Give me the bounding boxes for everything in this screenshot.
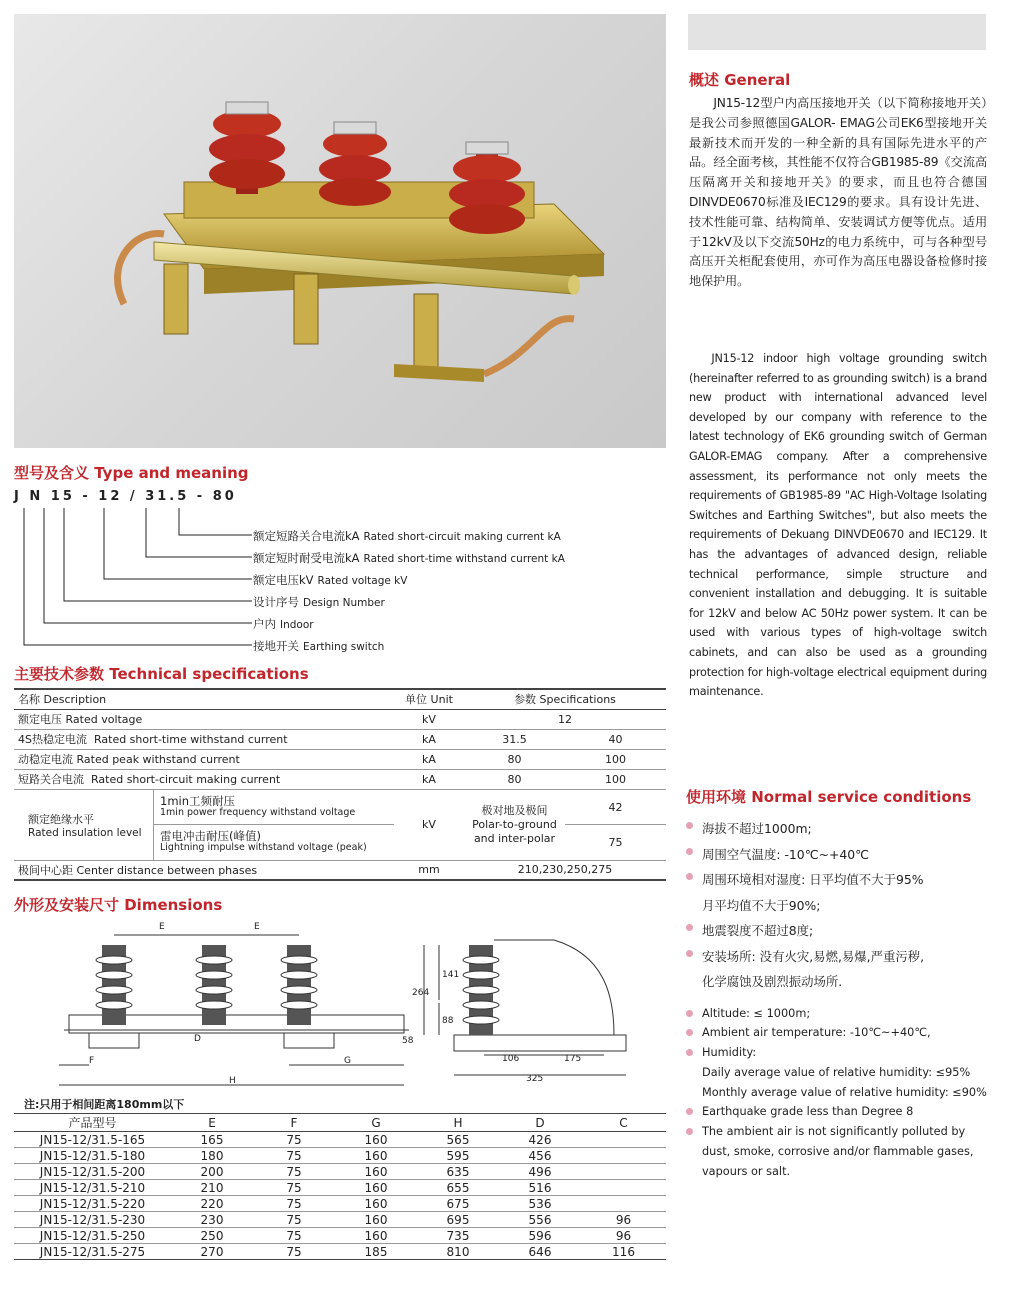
- dim-label-325: 325: [526, 1074, 544, 1084]
- spec-row-rated-voltage: [14, 709, 666, 729]
- dim-label-106: 106: [502, 1054, 520, 1064]
- dimensions-note: 注:只用于相间距离180mm以下: [24, 1098, 185, 1111]
- dim-label-e2: E: [254, 922, 260, 932]
- service-zh-site: 安装场所: 没有火灾,易燃,易爆,严重污秽,: [686, 944, 996, 970]
- header-bar: [688, 14, 986, 50]
- dims-head: H: [417, 1114, 499, 1132]
- spec-table: [14, 688, 666, 881]
- spec-head-spec: 参数 Specifications: [464, 689, 666, 709]
- type-item-earthing-switch: 接地开关 Earthing switch: [253, 639, 385, 653]
- spec-unit: kA: [394, 729, 464, 749]
- dims-head: C: [581, 1114, 666, 1132]
- general-title: 概述 General: [689, 71, 791, 89]
- product-photo: [14, 14, 666, 448]
- spec-value: 42 75: [565, 789, 666, 860]
- dim-label-e1: E: [159, 922, 165, 932]
- service-zh-humidity: 周围环境相对湿度: 日平均值不大于95%: [686, 867, 996, 893]
- spec-value: 210,230,250,275: [464, 860, 666, 880]
- dim-label-175: 175: [564, 1054, 582, 1064]
- dims-head: F: [253, 1114, 335, 1132]
- dim-label-264: 264: [412, 988, 430, 998]
- service-conditions: [686, 816, 996, 1182]
- service-zh-site-cont: 化学腐蚀及剧烈振动场所.: [702, 974, 843, 989]
- spec-row-peak: [14, 749, 666, 769]
- spec-row-making: [14, 769, 666, 789]
- insulator-right: [449, 142, 525, 234]
- dim-label-d: D: [194, 1034, 201, 1044]
- spec-polar: 极对地及极间 Polar-to-ground and inter-polar: [464, 789, 565, 860]
- dims-row: JN15-12/31.5-210 210 75 160 655 516: [14, 1180, 666, 1196]
- dims-row: JN15-12/31.5-275 270 75 185 810 646 116: [14, 1244, 666, 1260]
- type-item-withstand-current: 额定短时耐受电流kA Rated short-time withstand current kA: [253, 551, 565, 565]
- service-en-humidity-daily: Daily average value of relative humidity: ≤95%: [702, 1065, 971, 1079]
- service-en-pollution: The ambient air is not significantly polluted by dust, smoke, corrosive and/or flammable gases, vapours or salt.: [686, 1122, 996, 1181]
- type-leader-lines: [14, 500, 259, 650]
- service-zh-earthquake: 地震裂度不超过8度;: [686, 918, 996, 944]
- dims-row: JN15-12/31.5-180 180 75 160 595 456: [14, 1148, 666, 1164]
- dimensions-title: 外形及安装尺寸 Dimensions: [14, 896, 223, 914]
- spec-unit: kV: [394, 709, 464, 729]
- service-en-humidity-monthly: Monthly average value of relative humidity: ≤90%: [702, 1085, 987, 1099]
- spec-row-withstand: [14, 729, 666, 749]
- spec-desc: 额定电压 Rated voltage: [14, 709, 394, 729]
- service-en-temperature: Ambient air temperature: -10℃~+40℃,: [686, 1023, 996, 1043]
- dim-label-141: 141: [442, 970, 460, 980]
- spec-header-row: [14, 689, 666, 709]
- dims-head: E: [171, 1114, 253, 1132]
- spec-head-desc: 名称 Description: [14, 689, 394, 709]
- spec-value: 12: [464, 709, 666, 729]
- service-en-humidity: Humidity:: [686, 1043, 996, 1063]
- spec-desc: 短路关合电流 Rated short-circuit making current: [14, 769, 394, 789]
- type-item-indoor: 户内 Indoor: [253, 617, 314, 631]
- spec-value: 100: [565, 749, 666, 769]
- dims-head: G: [335, 1114, 417, 1132]
- spec-unit: kV: [394, 789, 464, 860]
- type-meaning-title: 型号及含义 Type and meaning: [14, 464, 249, 482]
- spec-unit: kA: [394, 749, 464, 769]
- spec-value: 40: [565, 729, 666, 749]
- dim-label-g: G: [344, 1056, 351, 1066]
- service-en-earthquake: Earthquake grade less than Degree 8: [686, 1102, 996, 1122]
- dimension-drawing: [14, 915, 666, 1095]
- spec-desc: 额定绝缘水平 Rated insulation level 1min工频耐压 1min power frequency withstand voltage 雷电冲击耐压(峰值) Lightning impulse withstand voltage (peak): [14, 789, 394, 860]
- dims-row: JN15-12/31.5-200 200 75 160 635 496: [14, 1164, 666, 1180]
- tech-title: 主要技术参数 Technical specifications: [14, 665, 309, 683]
- spec-value: 80: [464, 769, 565, 789]
- spec-value: 100: [565, 769, 666, 789]
- dim-label-58: 58: [402, 1036, 414, 1046]
- dims-row: JN15-12/31.5-220 220 75 160 675 536: [14, 1196, 666, 1212]
- service-zh-altitude: 海拔不超过1000m;: [686, 816, 996, 842]
- spec-unit: kA: [394, 769, 464, 789]
- spec-value: 80: [464, 749, 565, 769]
- spec-row-center-distance: [14, 860, 666, 880]
- type-item-design-number: 设计序号 Design Number: [253, 595, 385, 609]
- dims-header-row: [14, 1114, 666, 1132]
- grounding-switch-illustration: [14, 14, 666, 448]
- spec-desc: 极间中心距 Center distance between phases: [14, 860, 394, 880]
- dim-label-88: 88: [442, 1016, 454, 1026]
- dim-label-h: H: [229, 1076, 236, 1086]
- general-text-en: JN15-12 indoor high voltage grounding switch (hereinafter referred to as grounding switch) is a brand new product with international advanced level developed by our company with reference to the latest technology of EK6 grounding switch of German GALOR-EMAG company. After a comprehensive assessment, its performance not only meets the requirements of GB1985-89 "AC High-Voltage Isolating Switches and Earthing Switches", but also meets the requirements of Dekuang DINVDE0670 and IEC129. It has the advantages of advanced design, reliable technical performance, simple structure and convenient installation and debugging. It is suitable for 12kV and below AC 50Hz power system. It can be used with various types of high-voltage switch cabinets, and can also be used as a grounding protection for high-voltage electrical equipment during maintenance.: [689, 352, 987, 699]
- dims-row: JN15-12/31.5-165 165 75 160 565 426: [14, 1132, 666, 1148]
- service-zh-temperature: 周围空气温度: -10℃~+40℃: [686, 842, 996, 868]
- dims-row: JN15-12/31.5-230 230 75 160 695 556 96: [14, 1212, 666, 1228]
- service-zh-humidity-monthly: 月平均值不大于90%;: [702, 897, 821, 913]
- spec-desc: 动稳定电流 Rated peak withstand current: [14, 749, 394, 769]
- service-en-altitude: Altitude: ≤ 1000m;: [686, 1004, 996, 1024]
- insulator-middle: [319, 122, 391, 206]
- spec-value: 31.5: [464, 729, 565, 749]
- dims-row: JN15-12/31.5-250 250 75 160 735 596 96: [14, 1228, 666, 1244]
- dimensions-table: [14, 1113, 666, 1260]
- spec-row-insulation: [14, 789, 666, 860]
- spec-unit: mm: [394, 860, 464, 880]
- general-text-zh: JN15-12型户内高压接地开关（以下简称接地开关）是我公司参照德国GALOR- EMAG公司EK6型接地开关最新技术而开发的一种全新的具有国际先进水平的产品。经全面考核，其性能不仅符合GB1985-89《交流高压隔离开关和接地开关》的要求，而且也符合德国DINVDE0670标准及IEC129的要求。具有设计先进、技术性能可靠、结构简单、安装调试方便等优点。适用于12kV及以下交流50Hz的电力系统中，可与各种型号高压开关柜配套使用，亦可作为高压电器设备检修时接地保护用。: [689, 96, 987, 289]
- spec-head-unit: 单位 Unit: [394, 689, 464, 709]
- insulator-left: [209, 102, 285, 194]
- spec-desc: 4S热稳定电流 Rated short-time withstand current: [14, 729, 394, 749]
- type-code: J N 15 - 12 / 31.5 - 80: [14, 489, 237, 504]
- service-title: 使用环境 Normal service conditions: [686, 788, 972, 806]
- dim-label-f: F: [89, 1056, 95, 1066]
- type-item-making-current: 额定短路关合电流kA Rated short-circuit making current kA: [253, 529, 561, 543]
- dims-head: D: [499, 1114, 581, 1132]
- type-item-rated-voltage: 额定电压kV Rated voltage kV: [253, 573, 408, 587]
- dims-head: 产品型号: [14, 1114, 171, 1132]
